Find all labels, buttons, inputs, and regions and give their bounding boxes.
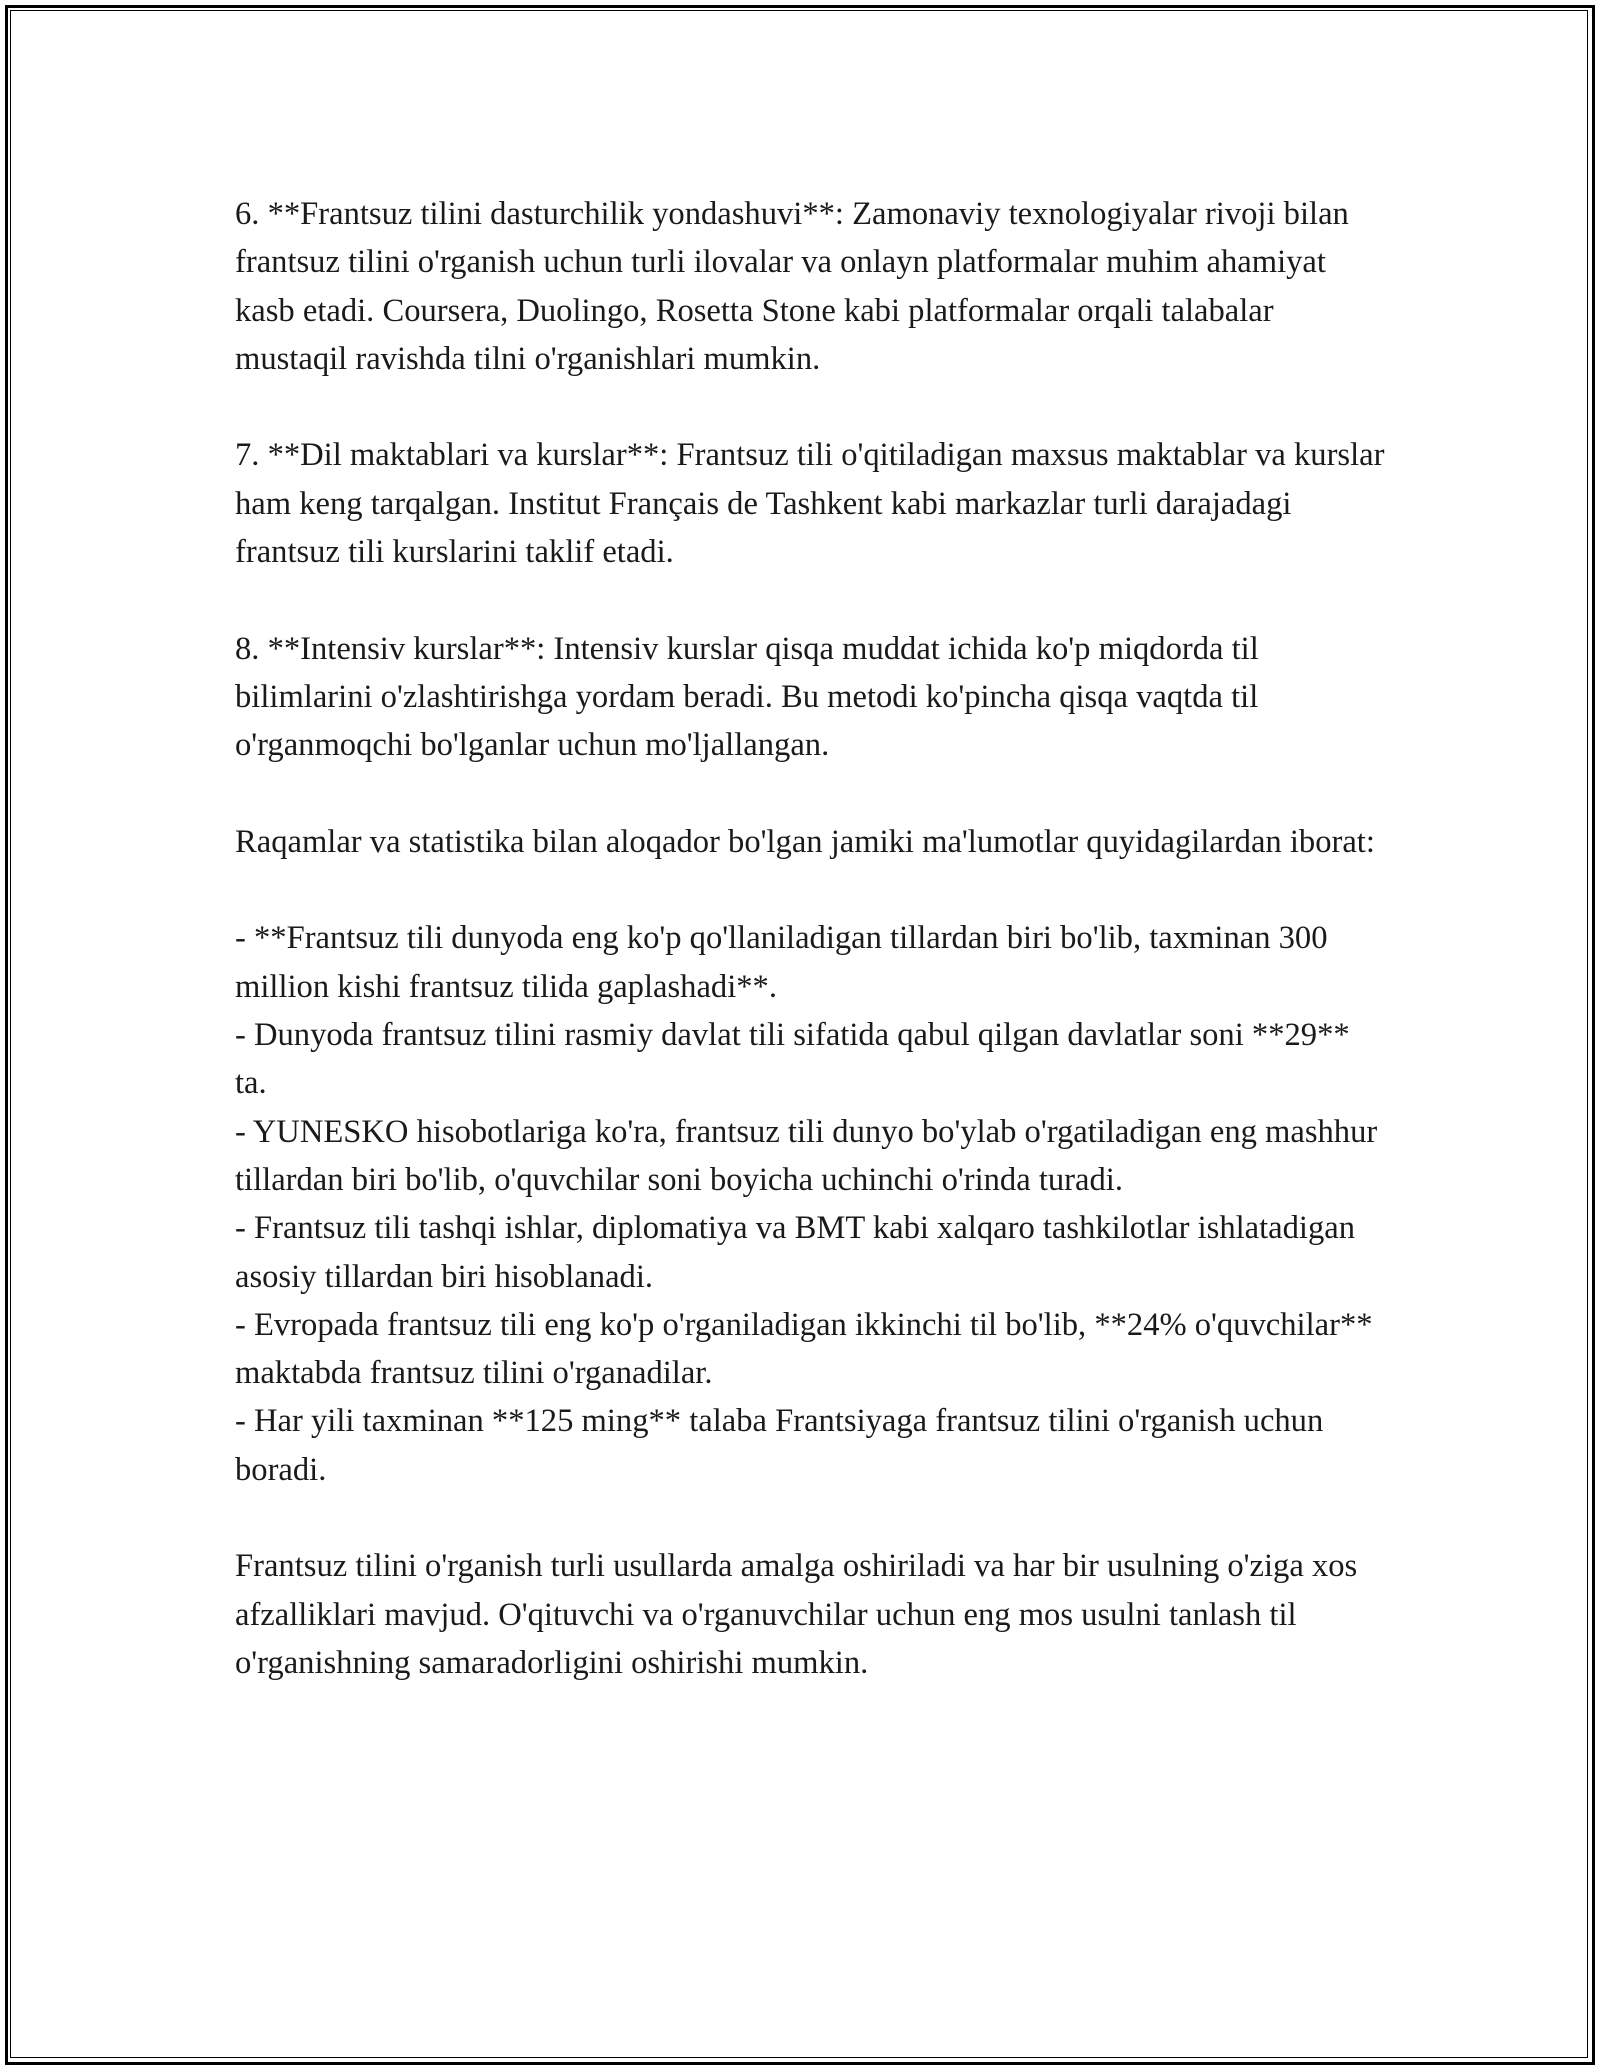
list-item: - YUNESKO hisobotlariga ko'ra, frantsuz tili dunyo bo'ylab o'rgatiladigan eng mashhur tillardan biri bo'lib, o'quvchilar soni boyicha uchinchi o'rinda turadi. xyxy=(235,1113,1378,1198)
statistics-intro: Raqamlar va statistika bilan aloqador bo'lgan jamiki ma'lumotlar quyidagilardan iborat: xyxy=(235,823,1375,860)
paragraph-item-7: 7. **Dil maktablari va kurslar**: Frantsuz tili o'qitiladigan maxsus maktablar va kurslar ham keng tarqalgan. Institut Français de Tashkent kabi markazlar turli darajadagi frantsuz tili kurslarini taklif etadi. xyxy=(235,437,1385,571)
list-item: - Evropada frantsuz tili eng ko'p o'rganiladigan ikkinchi til bo'lib, **24% o'quvchilar** maktabda frantsuz tilini o'rganadilar. xyxy=(235,1306,1373,1392)
closing-paragraph: Frantsuz tilini o'rganish turli usullarda amalga oshiriladi va har bir usulning o'ziga xos afzalliklari mavjud. O'qituvchi va o'rganuvchilar uchun eng mos usulni tanlash til o'rganishning samaradorligini oshirishi mumkin. xyxy=(235,1548,1358,1681)
list-item: - Har yili taxminan **125 ming** talaba Frantsiyaga frantsuz tilini o'rganish uchun boradi. xyxy=(235,1403,1324,1488)
document-body xyxy=(235,190,1385,1687)
paragraph-item-6: 6. **Frantsuz tilini dasturchilik yondashuvi**: Zamonaviy texnologiyalar rivoji bilan frantsuz tilini o'rganish uchun turli ilovalar va onlayn platformalar muhim ahamiyat kasb etadi. Coursera, Duolingo, Rosetta Stone kabi platformalar orqali talabalar mustaqil ravishda tilni o'rganishlari mumkin. xyxy=(235,196,1349,377)
list-item: - **Frantsuz tili dunyoda eng ko'p qo'llaniladigan tillardan biri bo'lib, taxminan 300 million kishi frantsuz tilida gaplashadi**. xyxy=(235,920,1328,1005)
list-item: - Dunyoda frantsuz tilini rasmiy davlat tili sifatida qabul qilgan davlatlar soni **29** ta. xyxy=(235,1017,1350,1102)
paragraph-item-8: 8. **Intensiv kurslar**: Intensiv kurslar qisqa muddat ichida ko'p miqdorda til bilimlarini o'zlashtirishga yordam beradi. Bu metodi ko'pincha qisqa vaqtda til o'rganmoqchi bo'lganlar uchun mo'ljallangan. xyxy=(235,630,1259,764)
list-item: - Frantsuz tili tashqi ishlar, diplomatiya va BMT kabi xalqaro tashkilotlar ishlatadigan asosiy tillardan biri hisoblanadi. xyxy=(235,1210,1356,1295)
statistics-list xyxy=(235,914,1385,1494)
